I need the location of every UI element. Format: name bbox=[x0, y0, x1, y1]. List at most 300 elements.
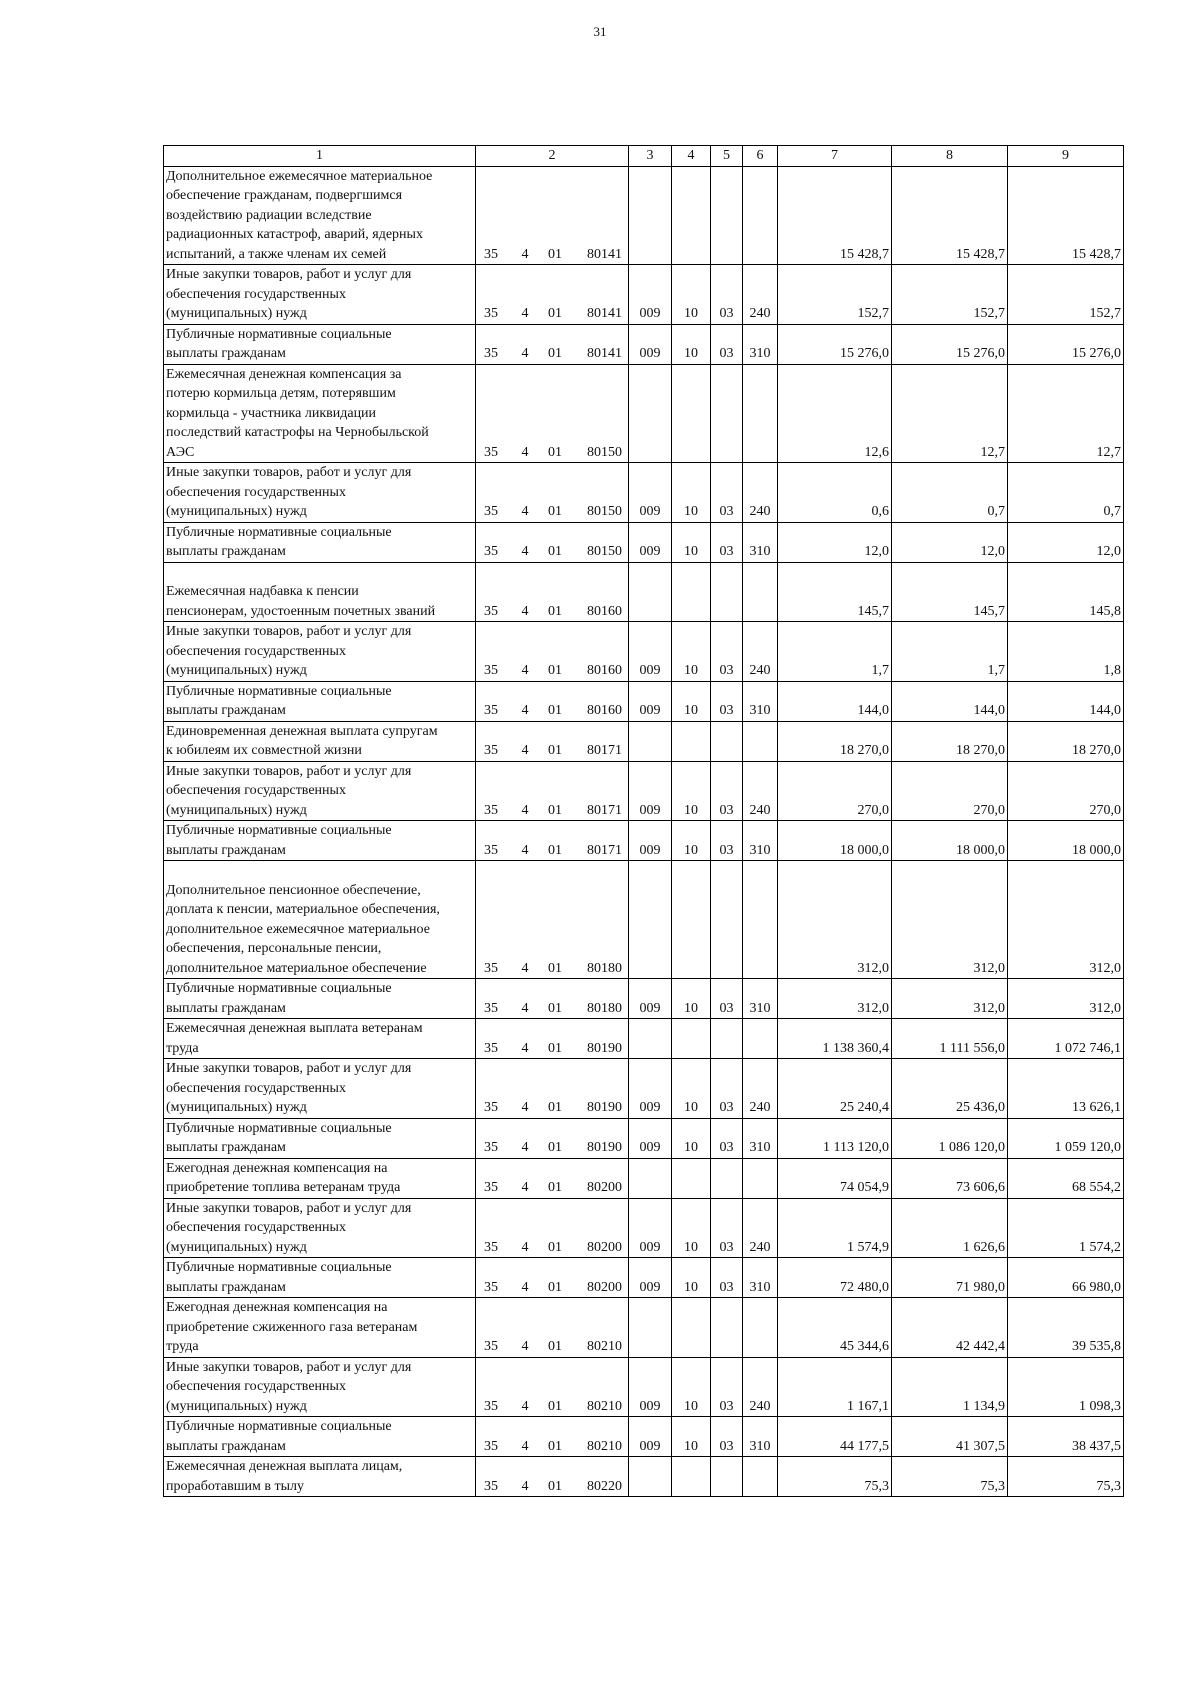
row-name: Ежегодная денежная компенсация на приобретение сжиженного газа ветеранам труда bbox=[164, 1298, 476, 1358]
table-row bbox=[164, 821, 1124, 861]
header-col-1: 1 bbox=[164, 146, 476, 167]
row-name: Иные закупки товаров, работ и услуг для обеспечения государственных (муниципальных) нужд bbox=[164, 1357, 476, 1417]
row-name: Публичные нормативные социальные выплаты гражданам bbox=[164, 1118, 476, 1158]
row-col-4: 10 bbox=[672, 622, 711, 682]
code-part: 35 bbox=[484, 1339, 498, 1354]
row-value-9: 15 276,0 bbox=[1008, 324, 1124, 364]
table-body bbox=[164, 166, 1124, 1497]
row-col-4 bbox=[672, 721, 711, 761]
row-value-8: 73 606,6 bbox=[892, 1158, 1008, 1198]
code-part: 35 bbox=[484, 1279, 498, 1295]
row-col-5: 03 bbox=[711, 1198, 743, 1258]
code-part: 80200 bbox=[587, 1239, 622, 1255]
row-col-4: 10 bbox=[672, 1357, 711, 1417]
code-parts bbox=[476, 344, 628, 364]
code-part: 4 bbox=[521, 960, 529, 976]
code-part: 35 bbox=[484, 603, 498, 619]
row-value-8: 41 307,5 bbox=[892, 1417, 1008, 1457]
row-value-9: 66 980,0 bbox=[1008, 1258, 1124, 1298]
row-value-9: 152,7 bbox=[1008, 265, 1124, 325]
row-code bbox=[476, 1298, 629, 1358]
code-part: 35 bbox=[484, 703, 498, 718]
row-col-3: 009 bbox=[629, 1417, 672, 1457]
row-col-4 bbox=[672, 1158, 711, 1198]
row-col-5: 03 bbox=[711, 463, 743, 523]
code-parts bbox=[476, 245, 628, 265]
code-part: 35 bbox=[484, 1040, 498, 1056]
row-name: Иные закупки товаров, работ и услуг для обеспечения государственных (муниципальных) нужд bbox=[164, 622, 476, 682]
row-col-3 bbox=[629, 166, 672, 265]
row-value-8: 145,7 bbox=[892, 562, 1008, 622]
row-col-6 bbox=[743, 1298, 778, 1358]
row-col-3 bbox=[629, 861, 672, 979]
code-parts bbox=[476, 602, 628, 622]
code-parts bbox=[476, 841, 628, 861]
row-code bbox=[476, 463, 629, 523]
row-code bbox=[476, 1258, 629, 1298]
row-value-8: 1 626,6 bbox=[892, 1198, 1008, 1258]
code-part: 4 bbox=[521, 743, 529, 758]
row-value-9: 38 437,5 bbox=[1008, 1417, 1124, 1457]
row-col-6: 240 bbox=[743, 622, 778, 682]
row-col-6: 240 bbox=[743, 463, 778, 523]
row-value-7: 18 270,0 bbox=[778, 721, 892, 761]
row-col-3 bbox=[629, 1457, 672, 1497]
table-row bbox=[164, 463, 1124, 523]
row-name: Публичные нормативные социальные выплаты гражданам bbox=[164, 522, 476, 562]
row-col-5: 03 bbox=[711, 681, 743, 721]
row-value-9: 12,7 bbox=[1008, 364, 1124, 463]
row-name: Иные закупки товаров, работ и услуг для обеспечения государственных (муниципальных) нужд bbox=[164, 463, 476, 523]
code-part: 35 bbox=[484, 743, 498, 758]
header-col-4: 4 bbox=[672, 146, 711, 167]
header-col-7: 7 bbox=[778, 146, 892, 167]
row-value-9: 18 000,0 bbox=[1008, 821, 1124, 861]
code-part: 4 bbox=[521, 1040, 529, 1056]
code-part: 4 bbox=[521, 1339, 529, 1354]
code-part: 4 bbox=[521, 1398, 529, 1414]
row-value-8: 1 111 556,0 bbox=[892, 1019, 1008, 1059]
row-code bbox=[476, 1019, 629, 1059]
row-value-9: 15 428,7 bbox=[1008, 166, 1124, 265]
row-name: Иные закупки товаров, работ и услуг для обеспечения государственных (муниципальных) нужд bbox=[164, 265, 476, 325]
code-part: 80210 bbox=[587, 1398, 622, 1414]
row-col-4 bbox=[672, 364, 711, 463]
row-col-5 bbox=[711, 861, 743, 979]
row-name: Публичные нормативные социальные выплаты гражданам bbox=[164, 681, 476, 721]
row-col-5: 03 bbox=[711, 522, 743, 562]
row-value-7: 12,6 bbox=[778, 364, 892, 463]
code-parts bbox=[476, 1238, 628, 1258]
code-part: 01 bbox=[548, 743, 562, 758]
row-value-8: 0,7 bbox=[892, 463, 1008, 523]
row-name: Ежемесячная денежная выплата ветеранам труда bbox=[164, 1019, 476, 1059]
row-col-6 bbox=[743, 166, 778, 265]
code-part: 01 bbox=[548, 1398, 562, 1414]
row-value-7: 72 480,0 bbox=[778, 1258, 892, 1298]
row-code bbox=[476, 1158, 629, 1198]
row-col-4 bbox=[672, 562, 711, 622]
row-name: Ежемесячная денежная компенсация за потерю кормильца детям, потерявшим кормильца - участника ликвидации последствий катастрофы на Чернобыльской АЭС bbox=[164, 364, 476, 463]
row-col-5 bbox=[711, 166, 743, 265]
code-part: 80141 bbox=[587, 246, 622, 262]
row-col-3 bbox=[629, 721, 672, 761]
row-col-5: 03 bbox=[711, 324, 743, 364]
row-code bbox=[476, 562, 629, 622]
row-col-4: 10 bbox=[672, 681, 711, 721]
row-col-4 bbox=[672, 1298, 711, 1358]
row-col-6 bbox=[743, 562, 778, 622]
row-col-3: 009 bbox=[629, 761, 672, 821]
row-col-3: 009 bbox=[629, 265, 672, 325]
row-value-9: 145,8 bbox=[1008, 562, 1124, 622]
row-code bbox=[476, 265, 629, 325]
table-row bbox=[164, 1357, 1124, 1417]
table-row bbox=[164, 721, 1124, 761]
code-part: 80171 bbox=[587, 743, 622, 758]
row-value-9: 1 098,3 bbox=[1008, 1357, 1124, 1417]
code-part: 4 bbox=[521, 802, 529, 818]
code-parts bbox=[476, 701, 628, 721]
row-name: Иные закупки товаров, работ и услуг для обеспечения государственных (муниципальных) нужд bbox=[164, 761, 476, 821]
row-name: Ежемесячная денежная выплата лицам, проработавшим в тылу bbox=[164, 1457, 476, 1497]
row-col-3 bbox=[629, 562, 672, 622]
code-parts bbox=[476, 999, 628, 1019]
row-code bbox=[476, 1457, 629, 1497]
row-code bbox=[476, 166, 629, 265]
row-col-3: 009 bbox=[629, 979, 672, 1019]
code-part: 01 bbox=[548, 663, 562, 678]
table-row bbox=[164, 1258, 1124, 1298]
row-value-8: 1,7 bbox=[892, 622, 1008, 682]
code-part: 4 bbox=[521, 603, 529, 619]
row-value-7: 1,7 bbox=[778, 622, 892, 682]
code-part: 4 bbox=[521, 1438, 529, 1454]
row-col-4 bbox=[672, 1457, 711, 1497]
table-row bbox=[164, 1417, 1124, 1457]
code-parts bbox=[476, 1039, 628, 1059]
row-value-7: 18 000,0 bbox=[778, 821, 892, 861]
row-col-5: 03 bbox=[711, 1059, 743, 1119]
row-col-5: 03 bbox=[711, 1258, 743, 1298]
code-part: 4 bbox=[521, 1100, 529, 1115]
row-col-6: 310 bbox=[743, 522, 778, 562]
row-code bbox=[476, 1357, 629, 1417]
row-col-6 bbox=[743, 364, 778, 463]
code-part: 4 bbox=[521, 663, 529, 678]
row-value-7: 1 138 360,4 bbox=[778, 1019, 892, 1059]
table-row bbox=[164, 1118, 1124, 1158]
row-name: Единовременная денежная выплата супругам к юбилеям их совместной жизни bbox=[164, 721, 476, 761]
code-parts bbox=[476, 443, 628, 463]
code-parts bbox=[476, 801, 628, 821]
table-row bbox=[164, 761, 1124, 821]
row-value-8: 12,7 bbox=[892, 364, 1008, 463]
table-row bbox=[164, 265, 1124, 325]
code-part: 80190 bbox=[587, 1100, 622, 1115]
row-col-4: 10 bbox=[672, 1118, 711, 1158]
row-col-5: 03 bbox=[711, 1417, 743, 1457]
row-value-7: 45 344,6 bbox=[778, 1298, 892, 1358]
row-col-4: 10 bbox=[672, 1059, 711, 1119]
row-col-3: 009 bbox=[629, 1118, 672, 1158]
header-col-9: 9 bbox=[1008, 146, 1124, 167]
row-col-5 bbox=[711, 562, 743, 622]
row-col-3: 009 bbox=[629, 463, 672, 523]
code-part: 01 bbox=[548, 1438, 562, 1454]
code-part: 35 bbox=[484, 1100, 498, 1115]
row-col-3: 009 bbox=[629, 1357, 672, 1417]
code-part: 01 bbox=[548, 1180, 562, 1195]
code-part: 4 bbox=[521, 1239, 529, 1255]
row-col-6: 310 bbox=[743, 324, 778, 364]
row-col-6: 240 bbox=[743, 1198, 778, 1258]
code-parts bbox=[476, 1098, 628, 1118]
code-part: 80141 bbox=[587, 346, 622, 361]
code-parts bbox=[476, 741, 628, 761]
code-part: 01 bbox=[548, 842, 562, 858]
row-value-8: 71 980,0 bbox=[892, 1258, 1008, 1298]
code-part: 4 bbox=[521, 1180, 529, 1195]
code-part: 80160 bbox=[587, 603, 622, 619]
row-name: Иные закупки товаров, работ и услуг для обеспечения государственных (муниципальных) нужд bbox=[164, 1198, 476, 1258]
table-row bbox=[164, 1457, 1124, 1497]
code-part: 01 bbox=[548, 1239, 562, 1255]
code-part: 4 bbox=[521, 444, 529, 460]
row-code bbox=[476, 721, 629, 761]
code-part: 01 bbox=[548, 1339, 562, 1354]
row-value-8: 12,0 bbox=[892, 522, 1008, 562]
code-part: 35 bbox=[484, 444, 498, 460]
code-part: 4 bbox=[521, 246, 529, 262]
row-col-5 bbox=[711, 1019, 743, 1059]
row-value-8: 25 436,0 bbox=[892, 1059, 1008, 1119]
row-code bbox=[476, 1198, 629, 1258]
row-col-4 bbox=[672, 166, 711, 265]
row-code bbox=[476, 681, 629, 721]
row-col-5 bbox=[711, 364, 743, 463]
row-value-9: 68 554,2 bbox=[1008, 1158, 1124, 1198]
row-col-3 bbox=[629, 364, 672, 463]
code-part: 35 bbox=[484, 346, 498, 361]
row-col-6: 240 bbox=[743, 761, 778, 821]
code-part: 4 bbox=[521, 306, 529, 321]
code-part: 80150 bbox=[587, 444, 622, 460]
code-parts bbox=[476, 1397, 628, 1417]
code-part: 01 bbox=[548, 1000, 562, 1016]
row-col-3: 009 bbox=[629, 1059, 672, 1119]
row-code bbox=[476, 324, 629, 364]
row-value-9: 18 270,0 bbox=[1008, 721, 1124, 761]
code-part: 80210 bbox=[587, 1438, 622, 1454]
code-parts bbox=[476, 661, 628, 681]
row-value-9: 12,0 bbox=[1008, 522, 1124, 562]
code-part: 35 bbox=[484, 1140, 498, 1155]
row-value-9: 13 626,1 bbox=[1008, 1059, 1124, 1119]
table-row bbox=[164, 562, 1124, 622]
code-part: 35 bbox=[484, 842, 498, 858]
page-number: 31 bbox=[593, 24, 607, 39]
code-part: 01 bbox=[548, 1040, 562, 1056]
code-part: 01 bbox=[548, 306, 562, 321]
row-name: Публичные нормативные социальные выплаты гражданам bbox=[164, 1258, 476, 1298]
row-value-8: 270,0 bbox=[892, 761, 1008, 821]
code-part: 35 bbox=[484, 504, 498, 519]
code-part: 01 bbox=[548, 1279, 562, 1295]
row-value-8: 18 000,0 bbox=[892, 821, 1008, 861]
table-row bbox=[164, 1198, 1124, 1258]
code-part: 4 bbox=[521, 1140, 529, 1155]
code-part: 35 bbox=[484, 306, 498, 321]
row-value-7: 25 240,4 bbox=[778, 1059, 892, 1119]
table-row bbox=[164, 324, 1124, 364]
code-part: 80141 bbox=[587, 306, 622, 321]
code-part: 35 bbox=[484, 1239, 498, 1255]
row-col-3: 009 bbox=[629, 522, 672, 562]
row-col-5: 03 bbox=[711, 265, 743, 325]
code-part: 4 bbox=[521, 1478, 529, 1494]
row-value-7: 1 113 120,0 bbox=[778, 1118, 892, 1158]
row-col-3: 009 bbox=[629, 681, 672, 721]
row-name: Дополнительное пенсионное обеспечение, доплата к пенсии, материальное обеспечения, дополнительное ежемесячное материальное обеспечения, персональные пенсии, дополнительное материальное обеспечение bbox=[164, 861, 476, 979]
row-col-4 bbox=[672, 1019, 711, 1059]
code-part: 01 bbox=[548, 246, 562, 262]
table-row bbox=[164, 861, 1124, 979]
row-col-5: 03 bbox=[711, 979, 743, 1019]
code-part: 80180 bbox=[587, 960, 622, 976]
header-col-8: 8 bbox=[892, 146, 1008, 167]
code-part: 01 bbox=[548, 960, 562, 976]
header-col-6: 6 bbox=[743, 146, 778, 167]
code-part: 35 bbox=[484, 544, 498, 559]
code-part: 4 bbox=[521, 1000, 529, 1016]
code-part: 80220 bbox=[587, 1478, 622, 1494]
code-part: 35 bbox=[484, 1000, 498, 1016]
row-value-9: 1 059 120,0 bbox=[1008, 1118, 1124, 1158]
row-value-9: 270,0 bbox=[1008, 761, 1124, 821]
row-value-9: 0,7 bbox=[1008, 463, 1124, 523]
row-col-4 bbox=[672, 861, 711, 979]
code-part: 80200 bbox=[587, 1180, 622, 1195]
code-parts bbox=[476, 542, 628, 562]
row-col-3 bbox=[629, 1298, 672, 1358]
row-name: Ежегодная денежная компенсация на приобретение топлива ветеранам труда bbox=[164, 1158, 476, 1198]
row-col-5: 03 bbox=[711, 622, 743, 682]
code-part: 35 bbox=[484, 1398, 498, 1414]
code-parts bbox=[476, 1138, 628, 1158]
code-part: 35 bbox=[484, 802, 498, 818]
code-part: 01 bbox=[548, 1478, 562, 1494]
table-row bbox=[164, 1059, 1124, 1119]
code-part: 35 bbox=[484, 1438, 498, 1454]
row-col-6 bbox=[743, 861, 778, 979]
row-col-6 bbox=[743, 1158, 778, 1198]
code-parts bbox=[476, 1437, 628, 1457]
row-name: Иные закупки товаров, работ и услуг для обеспечения государственных (муниципальных) нужд bbox=[164, 1059, 476, 1119]
code-part: 80190 bbox=[587, 1140, 622, 1155]
row-value-7: 312,0 bbox=[778, 979, 892, 1019]
code-parts bbox=[476, 1278, 628, 1298]
code-part: 80180 bbox=[587, 1000, 622, 1016]
code-part: 01 bbox=[548, 544, 562, 559]
row-col-4: 10 bbox=[672, 265, 711, 325]
code-parts bbox=[476, 304, 628, 324]
code-part: 4 bbox=[521, 842, 529, 858]
code-part: 35 bbox=[484, 1478, 498, 1494]
row-value-7: 312,0 bbox=[778, 861, 892, 979]
row-col-5: 03 bbox=[711, 761, 743, 821]
code-part: 35 bbox=[484, 1180, 498, 1195]
row-col-5 bbox=[711, 1298, 743, 1358]
row-code bbox=[476, 1417, 629, 1457]
row-value-8: 1 086 120,0 bbox=[892, 1118, 1008, 1158]
row-name: Ежемесячная надбавка к пенсии пенсионерам, удостоенным почетных званий bbox=[164, 562, 476, 622]
code-part: 4 bbox=[521, 504, 529, 519]
row-value-8: 75,3 bbox=[892, 1457, 1008, 1497]
code-part: 4 bbox=[521, 346, 529, 361]
row-value-8: 312,0 bbox=[892, 979, 1008, 1019]
code-part: 80190 bbox=[587, 1040, 622, 1056]
code-part: 01 bbox=[548, 346, 562, 361]
table-row bbox=[164, 522, 1124, 562]
code-part: 4 bbox=[521, 1279, 529, 1295]
header-row bbox=[164, 146, 1124, 167]
row-value-9: 144,0 bbox=[1008, 681, 1124, 721]
row-col-6: 310 bbox=[743, 821, 778, 861]
row-name: Публичные нормативные социальные выплаты гражданам bbox=[164, 821, 476, 861]
code-parts bbox=[476, 502, 628, 522]
row-value-8: 144,0 bbox=[892, 681, 1008, 721]
table-row bbox=[164, 622, 1124, 682]
row-value-7: 1 574,9 bbox=[778, 1198, 892, 1258]
row-value-7: 12,0 bbox=[778, 522, 892, 562]
row-value-7: 44 177,5 bbox=[778, 1417, 892, 1457]
row-value-8: 18 270,0 bbox=[892, 721, 1008, 761]
row-value-7: 1 167,1 bbox=[778, 1357, 892, 1417]
row-col-4: 10 bbox=[672, 1258, 711, 1298]
row-code bbox=[476, 522, 629, 562]
row-col-6: 310 bbox=[743, 1258, 778, 1298]
row-name: Публичные нормативные социальные выплаты гражданам bbox=[164, 979, 476, 1019]
code-part: 01 bbox=[548, 802, 562, 818]
row-code bbox=[476, 979, 629, 1019]
code-part: 4 bbox=[521, 703, 529, 718]
row-col-6: 240 bbox=[743, 1059, 778, 1119]
row-value-7: 75,3 bbox=[778, 1457, 892, 1497]
code-part: 01 bbox=[548, 1100, 562, 1115]
row-col-5 bbox=[711, 1158, 743, 1198]
code-part: 35 bbox=[484, 960, 498, 976]
row-value-7: 0,6 bbox=[778, 463, 892, 523]
row-code bbox=[476, 761, 629, 821]
code-part: 80160 bbox=[587, 663, 622, 678]
code-parts bbox=[476, 1337, 628, 1357]
code-part: 01 bbox=[548, 1140, 562, 1155]
row-value-8: 15 276,0 bbox=[892, 324, 1008, 364]
row-col-4: 10 bbox=[672, 463, 711, 523]
row-value-9: 1 072 746,1 bbox=[1008, 1019, 1124, 1059]
row-value-8: 15 428,7 bbox=[892, 166, 1008, 265]
row-col-4: 10 bbox=[672, 761, 711, 821]
row-col-3: 009 bbox=[629, 324, 672, 364]
table-row bbox=[164, 681, 1124, 721]
row-col-3: 009 bbox=[629, 1258, 672, 1298]
row-value-9: 75,3 bbox=[1008, 1457, 1124, 1497]
code-parts bbox=[476, 959, 628, 979]
row-col-3 bbox=[629, 1019, 672, 1059]
row-code bbox=[476, 622, 629, 682]
code-part: 4 bbox=[521, 544, 529, 559]
